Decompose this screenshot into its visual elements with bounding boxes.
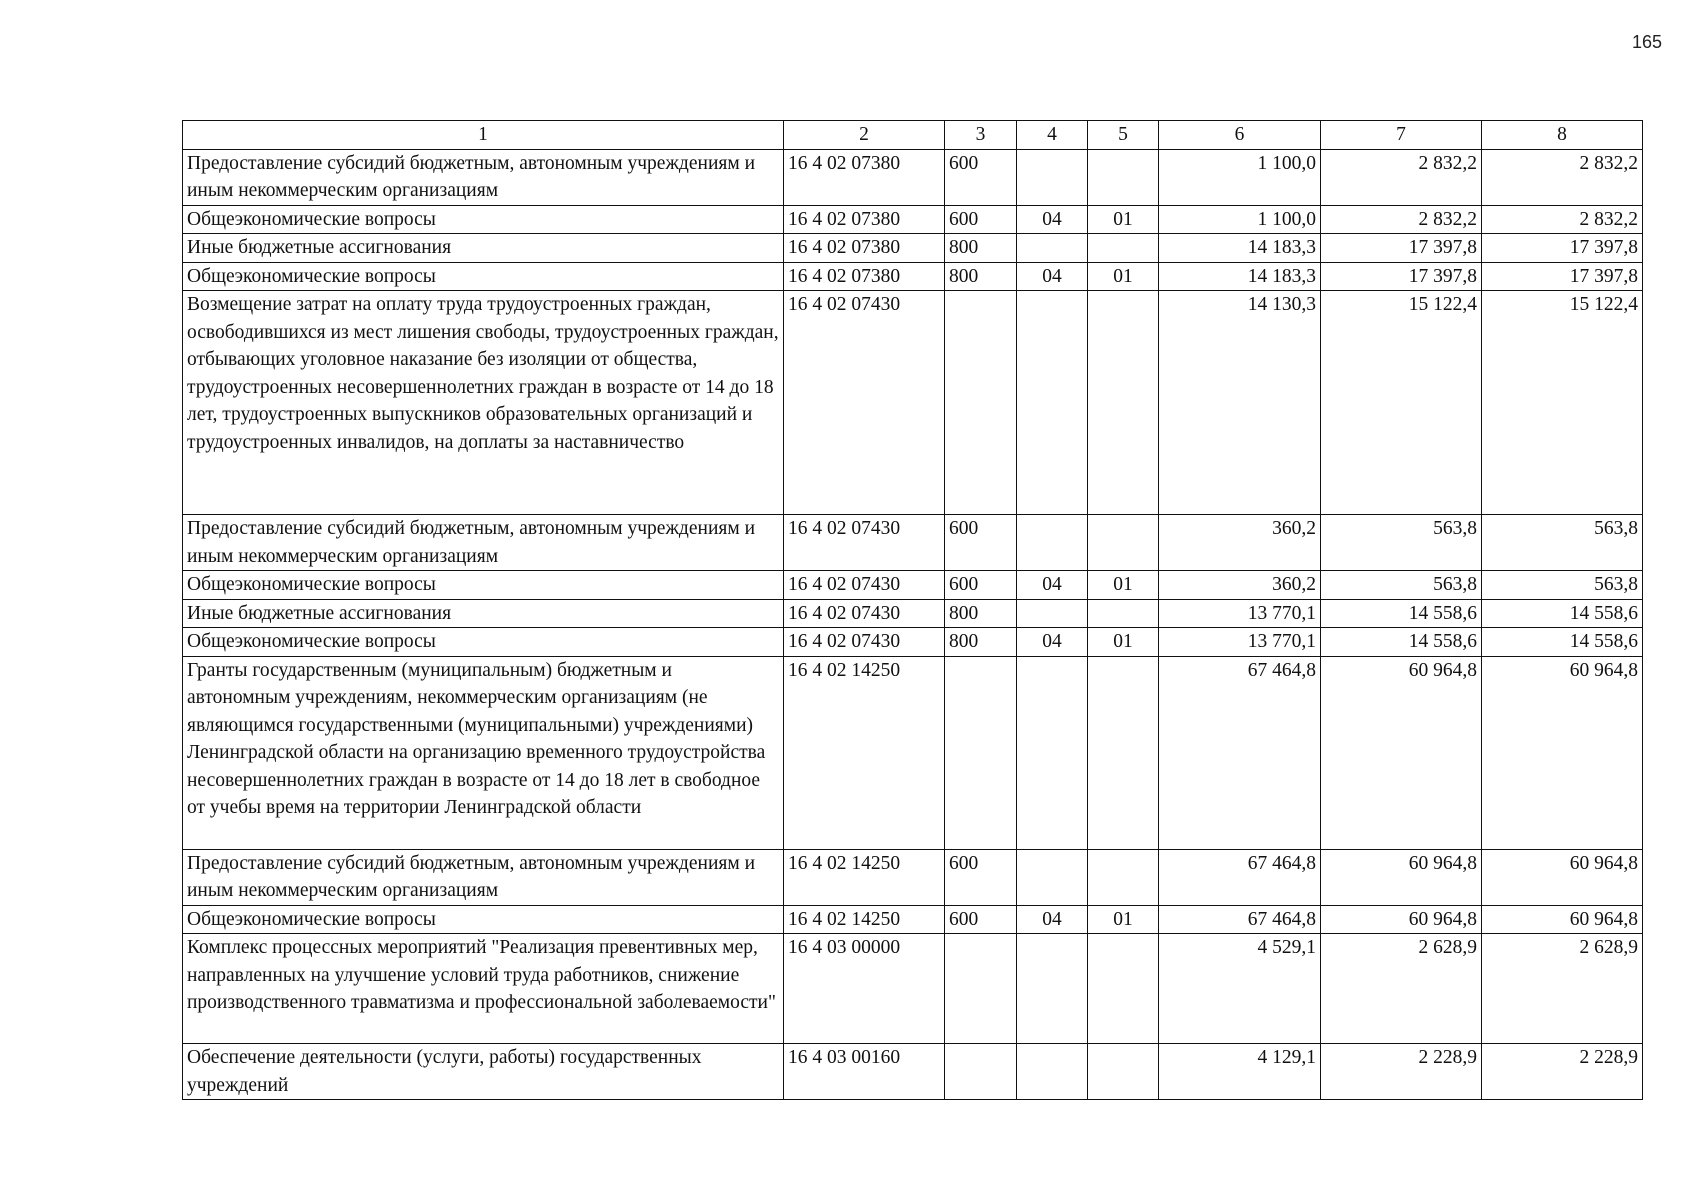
row-value-7: 2 228,9	[1321, 1044, 1482, 1100]
row-name: Общеэкономические вопросы	[183, 205, 784, 234]
row-value-6: 4 129,1	[1159, 1044, 1321, 1100]
row-value-6: 67 464,8	[1159, 905, 1321, 934]
table-row	[183, 1044, 1643, 1100]
row-code: 16 4 02 14250	[784, 656, 945, 849]
table-row	[183, 262, 1643, 291]
row-code: 16 4 02 07430	[784, 291, 945, 515]
row-value-6: 360,2	[1159, 515, 1321, 571]
row-value-7: 2 628,9	[1321, 934, 1482, 1044]
row-code: 16 4 02 07430	[784, 599, 945, 628]
row-value-8: 14 558,6	[1482, 628, 1643, 657]
table-row	[183, 849, 1643, 905]
row-name: Иные бюджетные ассигнования	[183, 599, 784, 628]
row-rz	[1017, 849, 1088, 905]
row-name: Общеэкономические вопросы	[183, 905, 784, 934]
header-cell: 6	[1159, 121, 1321, 150]
row-rz: 04	[1017, 628, 1088, 657]
table-row	[183, 291, 1643, 515]
row-rz	[1017, 149, 1088, 205]
row-value-6: 67 464,8	[1159, 849, 1321, 905]
row-value-7: 2 832,2	[1321, 205, 1482, 234]
row-value-7: 60 964,8	[1321, 849, 1482, 905]
row-vr: 600	[945, 205, 1017, 234]
budget-table	[182, 120, 1643, 1100]
row-value-6: 13 770,1	[1159, 628, 1321, 657]
row-code: 16 4 02 07430	[784, 571, 945, 600]
row-pr	[1088, 656, 1159, 849]
header-cell: 1	[183, 121, 784, 150]
row-value-8: 2 832,2	[1482, 149, 1643, 205]
row-pr	[1088, 149, 1159, 205]
table-row	[183, 628, 1643, 657]
row-code: 16 4 03 00000	[784, 934, 945, 1044]
row-value-6: 14 130,3	[1159, 291, 1321, 515]
row-rz	[1017, 515, 1088, 571]
row-pr	[1088, 515, 1159, 571]
row-code: 16 4 02 07430	[784, 515, 945, 571]
row-vr: 600	[945, 149, 1017, 205]
row-code: 16 4 02 07380	[784, 205, 945, 234]
row-pr	[1088, 1044, 1159, 1100]
table-row	[183, 571, 1643, 600]
row-value-7: 17 397,8	[1321, 234, 1482, 263]
table-row	[183, 656, 1643, 849]
row-vr: 600	[945, 849, 1017, 905]
row-vr: 600	[945, 571, 1017, 600]
row-vr	[945, 656, 1017, 849]
row-value-6: 1 100,0	[1159, 205, 1321, 234]
table-row	[183, 599, 1643, 628]
row-rz	[1017, 234, 1088, 263]
row-name: Гранты государственным (муниципальным) бюджетным и автономным учреждениям, некоммерческим организациям (не являющимся государственными (муниципальными) учреждениями) Ленинградской области на организацию временного трудоустройства несовершеннолетних граждан в возрасте от 14 до 18 лет в свободное от учебы время на территории Ленинградской области	[183, 656, 784, 849]
row-name: Общеэкономические вопросы	[183, 262, 784, 291]
row-value-7: 14 558,6	[1321, 628, 1482, 657]
row-vr: 800	[945, 628, 1017, 657]
row-value-8: 14 558,6	[1482, 599, 1643, 628]
row-code: 16 4 02 07380	[784, 149, 945, 205]
row-value-8: 60 964,8	[1482, 905, 1643, 934]
row-value-6: 13 770,1	[1159, 599, 1321, 628]
row-pr: 01	[1088, 905, 1159, 934]
row-value-6: 67 464,8	[1159, 656, 1321, 849]
row-pr: 01	[1088, 262, 1159, 291]
row-vr	[945, 1044, 1017, 1100]
row-name: Предоставление субсидий бюджетным, автономным учреждениям и иным некоммерческим организациям	[183, 849, 784, 905]
row-rz: 04	[1017, 262, 1088, 291]
row-value-8: 60 964,8	[1482, 849, 1643, 905]
row-value-7: 14 558,6	[1321, 599, 1482, 628]
row-code: 16 4 02 07380	[784, 234, 945, 263]
row-vr: 800	[945, 234, 1017, 263]
row-code: 16 4 03 00160	[784, 1044, 945, 1100]
row-rz	[1017, 934, 1088, 1044]
row-value-6: 1 100,0	[1159, 149, 1321, 205]
row-vr	[945, 934, 1017, 1044]
row-vr: 800	[945, 262, 1017, 291]
row-pr	[1088, 599, 1159, 628]
row-rz: 04	[1017, 205, 1088, 234]
row-name: Обеспечение деятельности (услуги, работы) государственных учреждений	[183, 1044, 784, 1100]
row-pr	[1088, 849, 1159, 905]
row-value-8: 563,8	[1482, 571, 1643, 600]
row-code: 16 4 02 07430	[784, 628, 945, 657]
row-pr	[1088, 291, 1159, 515]
row-name: Предоставление субсидий бюджетным, автономным учреждениям и иным некоммерческим организациям	[183, 515, 784, 571]
row-vr: 600	[945, 905, 1017, 934]
table-row	[183, 934, 1643, 1044]
row-vr: 600	[945, 515, 1017, 571]
row-value-7: 2 832,2	[1321, 149, 1482, 205]
row-code: 16 4 02 14250	[784, 849, 945, 905]
row-name: Иные бюджетные ассигнования	[183, 234, 784, 263]
row-value-6: 14 183,3	[1159, 234, 1321, 263]
row-value-6: 360,2	[1159, 571, 1321, 600]
row-rz: 04	[1017, 905, 1088, 934]
header-cell: 4	[1017, 121, 1088, 150]
row-value-8: 2 228,9	[1482, 1044, 1643, 1100]
table-row	[183, 205, 1643, 234]
row-value-8: 2 628,9	[1482, 934, 1643, 1044]
row-value-7: 60 964,8	[1321, 656, 1482, 849]
row-rz	[1017, 656, 1088, 849]
row-name: Комплекс процессных мероприятий "Реализация превентивных мер, направленных на улучшение условий труда работников, снижение производственного травматизма и профессиональной заболеваемости"	[183, 934, 784, 1044]
header-cell: 5	[1088, 121, 1159, 150]
row-value-7: 60 964,8	[1321, 905, 1482, 934]
row-value-8: 563,8	[1482, 515, 1643, 571]
header-cell: 3	[945, 121, 1017, 150]
row-name: Предоставление субсидий бюджетным, автономным учреждениям и иным некоммерческим организациям	[183, 149, 784, 205]
row-code: 16 4 02 14250	[784, 905, 945, 934]
header-cell: 7	[1321, 121, 1482, 150]
row-value-7: 15 122,4	[1321, 291, 1482, 515]
row-value-8: 60 964,8	[1482, 656, 1643, 849]
row-value-8: 2 832,2	[1482, 205, 1643, 234]
row-rz	[1017, 599, 1088, 628]
row-code: 16 4 02 07380	[784, 262, 945, 291]
row-pr	[1088, 234, 1159, 263]
row-value-7: 563,8	[1321, 515, 1482, 571]
row-vr: 800	[945, 599, 1017, 628]
row-pr: 01	[1088, 628, 1159, 657]
row-name: Общеэкономические вопросы	[183, 628, 784, 657]
row-name: Возмещение затрат на оплату труда трудоустроенных граждан, освободившихся из мест лишения свободы, трудоустроенных граждан, отбывающих уголовное наказание без изоляции от общества, трудоустроенных несовершеннолетних граждан в возрасте от 14 до 18 лет, трудоустроенных выпускников образовательных организаций и трудоустроенных инвалидов, на доплаты за наставничество	[183, 291, 784, 515]
row-rz: 04	[1017, 571, 1088, 600]
row-value-8: 17 397,8	[1482, 234, 1643, 263]
row-pr	[1088, 934, 1159, 1044]
row-value-7: 563,8	[1321, 571, 1482, 600]
row-rz	[1017, 291, 1088, 515]
table-header-row	[183, 121, 1643, 150]
row-value-8: 17 397,8	[1482, 262, 1643, 291]
row-value-7: 17 397,8	[1321, 262, 1482, 291]
table-row	[183, 515, 1643, 571]
table-row	[183, 234, 1643, 263]
row-value-8: 15 122,4	[1482, 291, 1643, 515]
row-pr: 01	[1088, 571, 1159, 600]
table-row	[183, 905, 1643, 934]
row-vr	[945, 291, 1017, 515]
row-rz	[1017, 1044, 1088, 1100]
header-cell: 2	[784, 121, 945, 150]
row-value-6: 14 183,3	[1159, 262, 1321, 291]
row-name: Общеэкономические вопросы	[183, 571, 784, 600]
header-cell: 8	[1482, 121, 1643, 150]
page-number: 165	[1632, 32, 1663, 52]
row-value-6: 4 529,1	[1159, 934, 1321, 1044]
row-pr: 01	[1088, 205, 1159, 234]
table-row	[183, 149, 1643, 205]
